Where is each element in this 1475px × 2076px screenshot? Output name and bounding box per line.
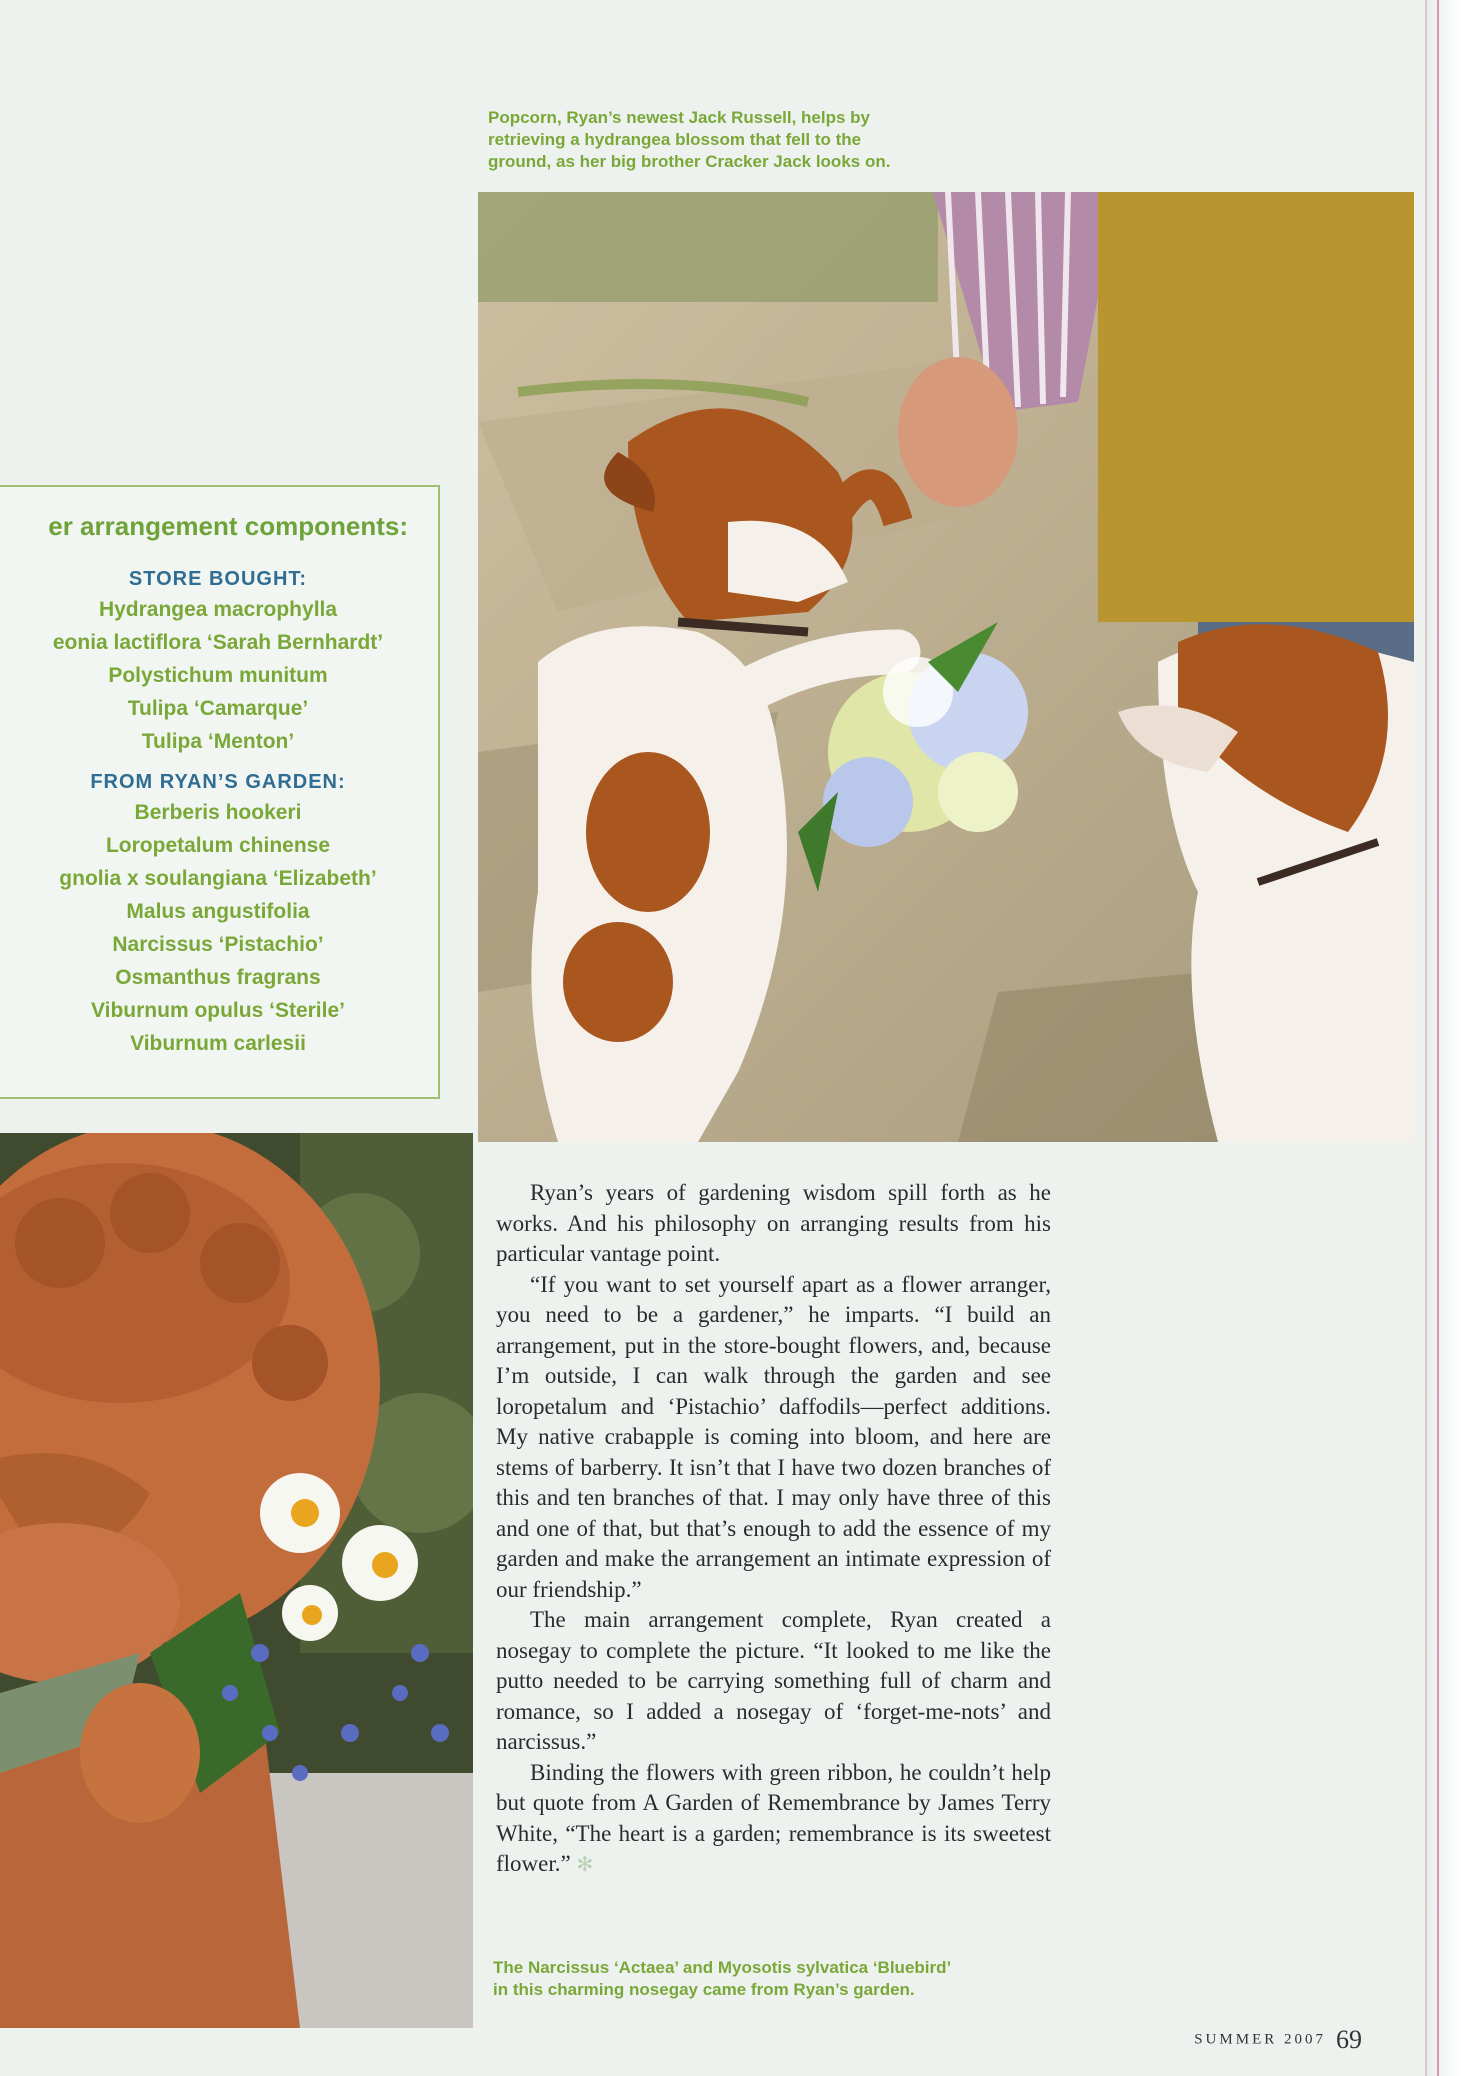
issue-label: SUMMER 2007 <box>1194 2031 1326 2048</box>
from-garden-heading: FROM RYAN’S GARDEN: <box>90 771 346 793</box>
store-bought-heading: STORE BOUGHT: <box>128 568 308 590</box>
plant-item: Narcissus ‘Pistachio’ <box>112 933 324 956</box>
caption-line: The Narcissus ‘Actaea’ and Myosotis sylvatica ‘Bluebird’ <box>493 1958 952 1977</box>
plant-item: Loropetalum chinense <box>105 834 331 857</box>
plant-item: Viburnum opulus ‘Sterile’ <box>91 999 345 1022</box>
dogs-photo-illustration <box>478 192 1414 1142</box>
photo-caption-top <box>488 107 890 173</box>
components-title: er arrangement components: <box>48 511 408 541</box>
caption-line: in this charming nosegay came from Ryan’s garden. <box>493 1980 915 1999</box>
caption-line: retrieving a hydrangea blossom that fell to the <box>488 130 862 149</box>
plant-item: gnolia x soulangiana ‘Elizabeth’ <box>59 867 377 890</box>
article-paragraph: The main arrangement complete, Ryan created a nosegay to complete the picture. “It looked to me like the putto needed to be carrying something full of charm and romance, so I added a nosegay of ‘forget-me-nots’ and narcissus.” <box>496 1607 1051 1754</box>
plant-item: eonia lactiflora ‘Sarah Bernhardt’ <box>52 631 384 654</box>
arrangement-components-box <box>0 485 440 1099</box>
plant-item: Tulipa ‘Menton’ <box>141 730 295 753</box>
article-body <box>496 1178 1051 1880</box>
end-mark-icon: ✻ <box>576 1852 594 1876</box>
photo-caption-bottom <box>493 1957 951 2001</box>
plant-item: Viburnum carlesii <box>130 1032 306 1055</box>
article-paragraph <box>496 1758 1051 1880</box>
plant-item: Hydrangea macrophylla <box>98 598 338 621</box>
components-list <box>0 565 438 1060</box>
plant-item: Osmanthus fragrans <box>115 966 321 989</box>
plant-item: Tulipa ‘Camarque’ <box>127 697 309 720</box>
article-paragraph: Ryan’s years of gardening wisdom spill forth as he works. And his philosophy on arranging results from his particular vantage point. <box>496 1180 1051 1266</box>
putto-photo <box>0 1133 473 2028</box>
plant-item: Malus angustifolia <box>126 900 310 923</box>
plant-item: Berberis hookeri <box>134 801 302 824</box>
page-folio <box>1194 2025 1362 2055</box>
caption-line: Popcorn, Ryan’s newest Jack Russell, helps by <box>488 108 871 127</box>
page-edge <box>1425 0 1475 2076</box>
plant-item: Polystichum munitum <box>108 664 328 687</box>
page-number: 69 <box>1336 2025 1362 2054</box>
dogs-photo <box>478 192 1414 1142</box>
article-paragraph-text: Binding the flowers with green ribbon, he couldn’t help but quote from A Garden of Remembrance by James Terry White, “The heart is a garden; remembrance is its sweetest flower.” <box>496 1759 1051 1876</box>
article-paragraph: “If you want to set yourself apart as a flower arranger, you need to be a gardener,” he imparts. “I build an arrangement, put in the store-bought flowers, and, because I’m outside, I can walk through the garden and see loropetalum and ‘Pistachio’ daffodils—perfect additions. My native crabapple is coming into bloom, and here are stems of barberry. It isn’t that I have two dozen branches of this and ten branches of that. I may only have three of this and one of that, but that’s enough to add the essence of my garden and make the arrangement an intimate expression of our friendship.” <box>496 1271 1051 1602</box>
putto-photo-illustration <box>0 1133 473 2028</box>
caption-line: ground, as her big brother Cracker Jack looks on. <box>488 152 891 171</box>
